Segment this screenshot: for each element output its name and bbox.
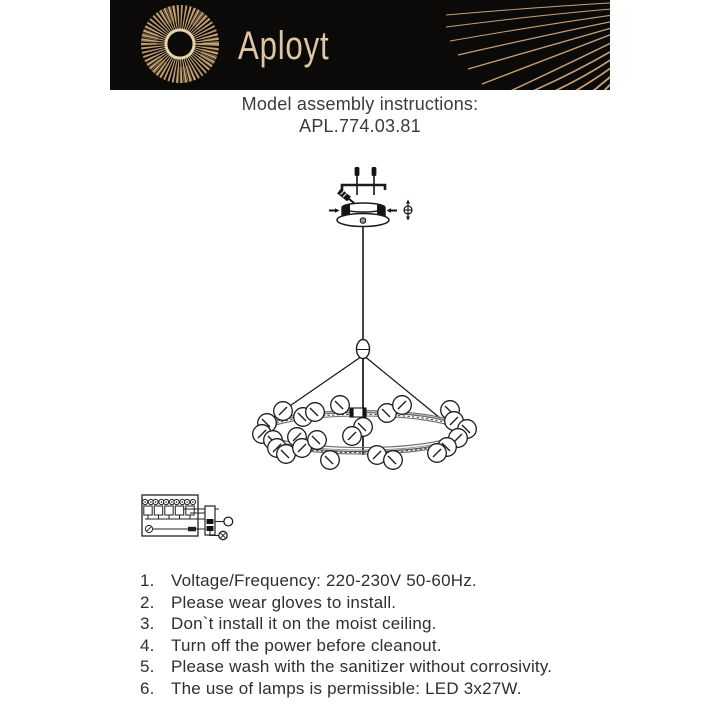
brand-name: Aployt xyxy=(238,24,330,68)
wiring-diagram xyxy=(133,488,243,550)
item-text: Please wear gloves to install. xyxy=(171,592,397,612)
item-text: The use of lamps is permissible: LED 3x27W. xyxy=(171,678,522,698)
globe-lamps xyxy=(253,396,477,470)
ceiling-bracket-icon xyxy=(342,185,385,190)
item-number: 4. xyxy=(140,635,155,655)
power-connector xyxy=(205,506,233,540)
item-text: Don`t install it on the moist ceiling. xyxy=(171,614,437,633)
page-heading xyxy=(0,93,720,137)
list-item xyxy=(140,656,552,678)
item-text: Turn off the power before cleanout. xyxy=(171,635,442,655)
ground-terminal-icon xyxy=(219,531,227,539)
item-number: 5. xyxy=(140,657,155,676)
item-number: 2. xyxy=(140,592,155,612)
rays-decoration xyxy=(110,0,610,90)
mounting-screws-icon xyxy=(355,167,377,195)
list-item xyxy=(140,570,552,592)
item-number: 3. xyxy=(140,614,155,633)
screw-symbol-icon xyxy=(404,200,412,221)
model-number: APL.774.03.81 xyxy=(299,116,421,136)
item-text: Voltage/Frequency: 220-230V 50-60Hz. xyxy=(171,571,477,590)
instructions-list xyxy=(140,570,552,699)
list-item xyxy=(140,678,552,700)
live-wire-terminal-icon xyxy=(224,517,233,526)
list-item xyxy=(140,613,552,635)
item-number: 1. xyxy=(140,571,155,590)
page-title: Model assembly instructions: xyxy=(241,94,479,114)
canopy-icon xyxy=(337,203,389,227)
list-item xyxy=(140,592,552,614)
item-text: Please wash with the sanitizer without corrosivity. xyxy=(171,657,553,676)
chandelier-assembly-drawing xyxy=(220,150,500,500)
list-item xyxy=(140,635,552,657)
ring-clamp-icon xyxy=(350,408,366,417)
item-number: 6. xyxy=(140,678,155,698)
brand-banner xyxy=(110,0,610,90)
cone-connector-icon xyxy=(357,340,370,359)
